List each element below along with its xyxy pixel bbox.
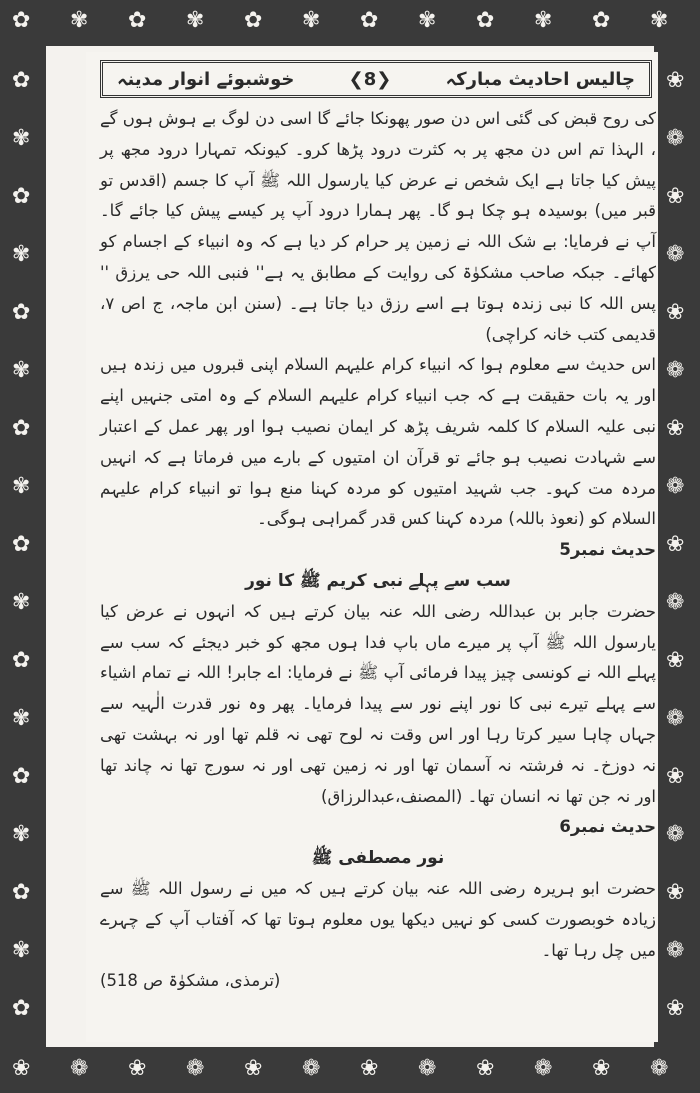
border-ornament-icon: ❁ (666, 938, 685, 963)
border-ornament-icon: ✿ (12, 532, 31, 557)
hadith6-label: حدیث نمبر6 (559, 817, 656, 837)
header-left-title: خوشبوئے انوار مدینہ (117, 68, 295, 90)
hadith6-reference: (ترمذی، مشکوٰۃ ص 518) (100, 971, 281, 991)
border-ornament-icon: ✾ (12, 242, 31, 267)
border-ornament-icon: ❀ (666, 764, 685, 789)
border-ornament-icon: ✾ (12, 474, 31, 499)
border-ornament-icon: ✿ (128, 8, 147, 33)
border-ornament-icon: ✿ (12, 416, 31, 441)
border-ornament-icon: ✾ (186, 8, 205, 33)
border-ornament-icon: ✿ (360, 8, 379, 33)
border-ornament-icon: ❀ (666, 416, 685, 441)
border-ornament-icon: ✿ (12, 996, 31, 1021)
border-ornament-icon: ❁ (186, 1056, 205, 1081)
border-ornament-icon: ✾ (418, 8, 437, 33)
border-ornament-icon: ❁ (666, 822, 685, 847)
border-ornament-icon: ❀ (360, 1056, 379, 1081)
border-ornament-icon: ✿ (12, 184, 31, 209)
border-ornament-icon: ✾ (12, 938, 31, 963)
border-ornament-icon: ❀ (666, 68, 685, 93)
hadith5-label: حدیث نمبر5 (559, 540, 656, 560)
border-ornament-icon: ❁ (666, 474, 685, 499)
border-ornament-icon: ✿ (12, 68, 31, 93)
border-ornament-icon: ✾ (534, 8, 553, 33)
border-ornament-icon: ✿ (12, 300, 31, 325)
border-ornament-icon: ✾ (12, 706, 31, 731)
border-ornament-icon: ❀ (666, 184, 685, 209)
border-ornament-icon: ❁ (666, 126, 685, 151)
hadith5-text: حضرت جابر بن عبداللہ رضی اللہ عنہ بیان کرتے ہیں کہ انہوں نے عرض کیا یارسول اللہ ﷺ آپ پر میرے ماں باپ فدا ہوں مجھ کو خبر دیجئے کہ سب سے پہلے اللہ نے کونسی چیز پیدا فرمائی آپ ﷺ نے فرمایا: اے جابر! اللہ نے تمام اشیاء سے پہلے تیرے نبی کا نور اپنے نور سے پیدا فرمایا۔ پھر وہ نور قدرت الٰہیہ سے جہاں چاہا سیر کرتا رہا اور اس وقت نہ لوح تھی نہ قلم تھا اور نہ بہشت تھی نہ دوزخ۔ نہ فرشتہ نہ آسمان تھا اور نہ زمین تھی اور نہ سورج تھا نہ چاند تھا اور نہ جن تھا نہ انسان تھا۔ (المصنف،عبدالرزاق) (100, 601, 656, 806)
border-ornament-icon: ❁ (302, 1056, 321, 1081)
border-ornament-icon: ❀ (12, 1056, 31, 1081)
border-ornament-icon: ✿ (476, 8, 495, 33)
border-ornament-icon: ❀ (592, 1056, 611, 1081)
hadith5-heading: سب سے پہلے نبی کریم ﷺ کا نور (245, 570, 511, 591)
border-ornament-icon: ❀ (476, 1056, 495, 1081)
border-ornament-icon: ✾ (70, 8, 89, 33)
border-ornament-icon: ✿ (12, 880, 31, 905)
page-content (100, 104, 656, 997)
border-ornament-icon: ❁ (666, 590, 685, 615)
hadith6-heading: نور مصطفی ﷺ (311, 848, 445, 869)
border-ornament-icon: ❀ (244, 1056, 263, 1081)
border-ornament-icon: ✿ (12, 764, 31, 789)
border-ornament-icon: ❁ (418, 1056, 437, 1081)
paragraph-2: اس حدیث سے معلوم ہوا کہ انبیاء کرام علیہم السلام اپنی قبروں میں زندہ ہیں اور یہ بات حقیقت ہے کہ جب انبیاء کرام علیہم السلام کے وہ امتی جنہیں اپنے نبی علیہ السلام کا کلمہ شریف پڑھ کر ایمان نصیب ہوا اور پھر عمل کے اعتبار سے شہادت نصیب ہو جائے تو قرآن ان امتیوں کے بارے میں فرماتا ہے کہ انہیں مردہ مت کہو۔ جب شہید امتیوں کو مردہ کہنا منع ہوا تو انبیاء کرام علیہم السلام کو (نعوذ باللہ) مردہ کہنا کس قدر گمراہی ہوگی۔ (100, 355, 656, 529)
border-ornament-icon: ✾ (302, 8, 321, 33)
border-ornament-icon: ❁ (534, 1056, 553, 1081)
border-ornament-icon: ✿ (12, 648, 31, 673)
border-ornament-icon: ✾ (650, 8, 669, 33)
border-ornament-icon: ✿ (12, 8, 31, 33)
header-right-title: چالیس احادیث مبارکہ (445, 68, 635, 90)
border-ornament-icon: ❀ (128, 1056, 147, 1081)
border-ornament-icon: ❀ (666, 880, 685, 905)
hadith6-text: حضرت ابو ہریرہ رضی اللہ عنہ بیان کرتے ہیں کہ میں نے رسول اللہ ﷺ سے زیادہ خوبصورت کسی کو نہیں دیکھا یوں معلوم ہوتا تھا کہ آفتاب آپ کے چہرے میں چل رہا تھا۔ (100, 878, 656, 960)
border-ornament-icon: ❀ (666, 532, 685, 557)
page-header (100, 60, 652, 98)
border-ornament-icon: ❁ (70, 1056, 89, 1081)
border-ornament-icon: ✾ (12, 590, 31, 615)
page-number: ❮8❯ (348, 68, 392, 90)
border-ornament-icon: ❁ (666, 706, 685, 731)
border-ornament-icon: ✾ (12, 822, 31, 847)
border-ornament-icon: ✾ (12, 126, 31, 151)
border-ornament-icon: ❀ (666, 996, 685, 1021)
border-ornament-icon: ❀ (666, 300, 685, 325)
border-ornament-icon: ❁ (666, 358, 685, 383)
border-ornament-icon: ✾ (12, 358, 31, 383)
border-ornament-icon: ❁ (650, 1056, 669, 1081)
border-ornament-icon: ❁ (666, 242, 685, 267)
border-ornament-icon: ✿ (592, 8, 611, 33)
paragraph-1: کی روح قبض کی گئی اس دن صور پھونکا جائے گا اسی دن لوگ بے ہوش ہوں گے ، الہذا تم اس دن مجھ پر بہ کثرت درود پڑھا کرو۔ کیونکہ تمہارا درود مجھ پر پیش کیا جاتا ہے ایک شخص نے عرض کیا یارسول اللہ ﷺ آپ کا جسم (اقدس تو قبر میں) بوسیدہ ہو چکا ہو گا۔ پھر ہمارا درود آپ پر کیسے پیش کیا جائے گا۔ آپ نے فرمایا: بے شک اللہ نے زمین پر حرام کر دیا ہے کہ وہ انبیاء کے اجسام کو کھائے۔ جبکہ صاحب مشکوٰۃ کی روایت کے مطابق یہ ہے'' فنبی اللہ حی یرزق '' پس اللہ کا نبی زندہ ہوتا ہے اسے رزق دیا جاتا ہے۔ (سنن ابن ماجہ، ج اص ۷، قدیمی کتب خانہ کراچی) (100, 109, 656, 344)
border-ornament-icon: ❀ (666, 648, 685, 673)
border-ornament-icon: ✿ (244, 8, 263, 33)
